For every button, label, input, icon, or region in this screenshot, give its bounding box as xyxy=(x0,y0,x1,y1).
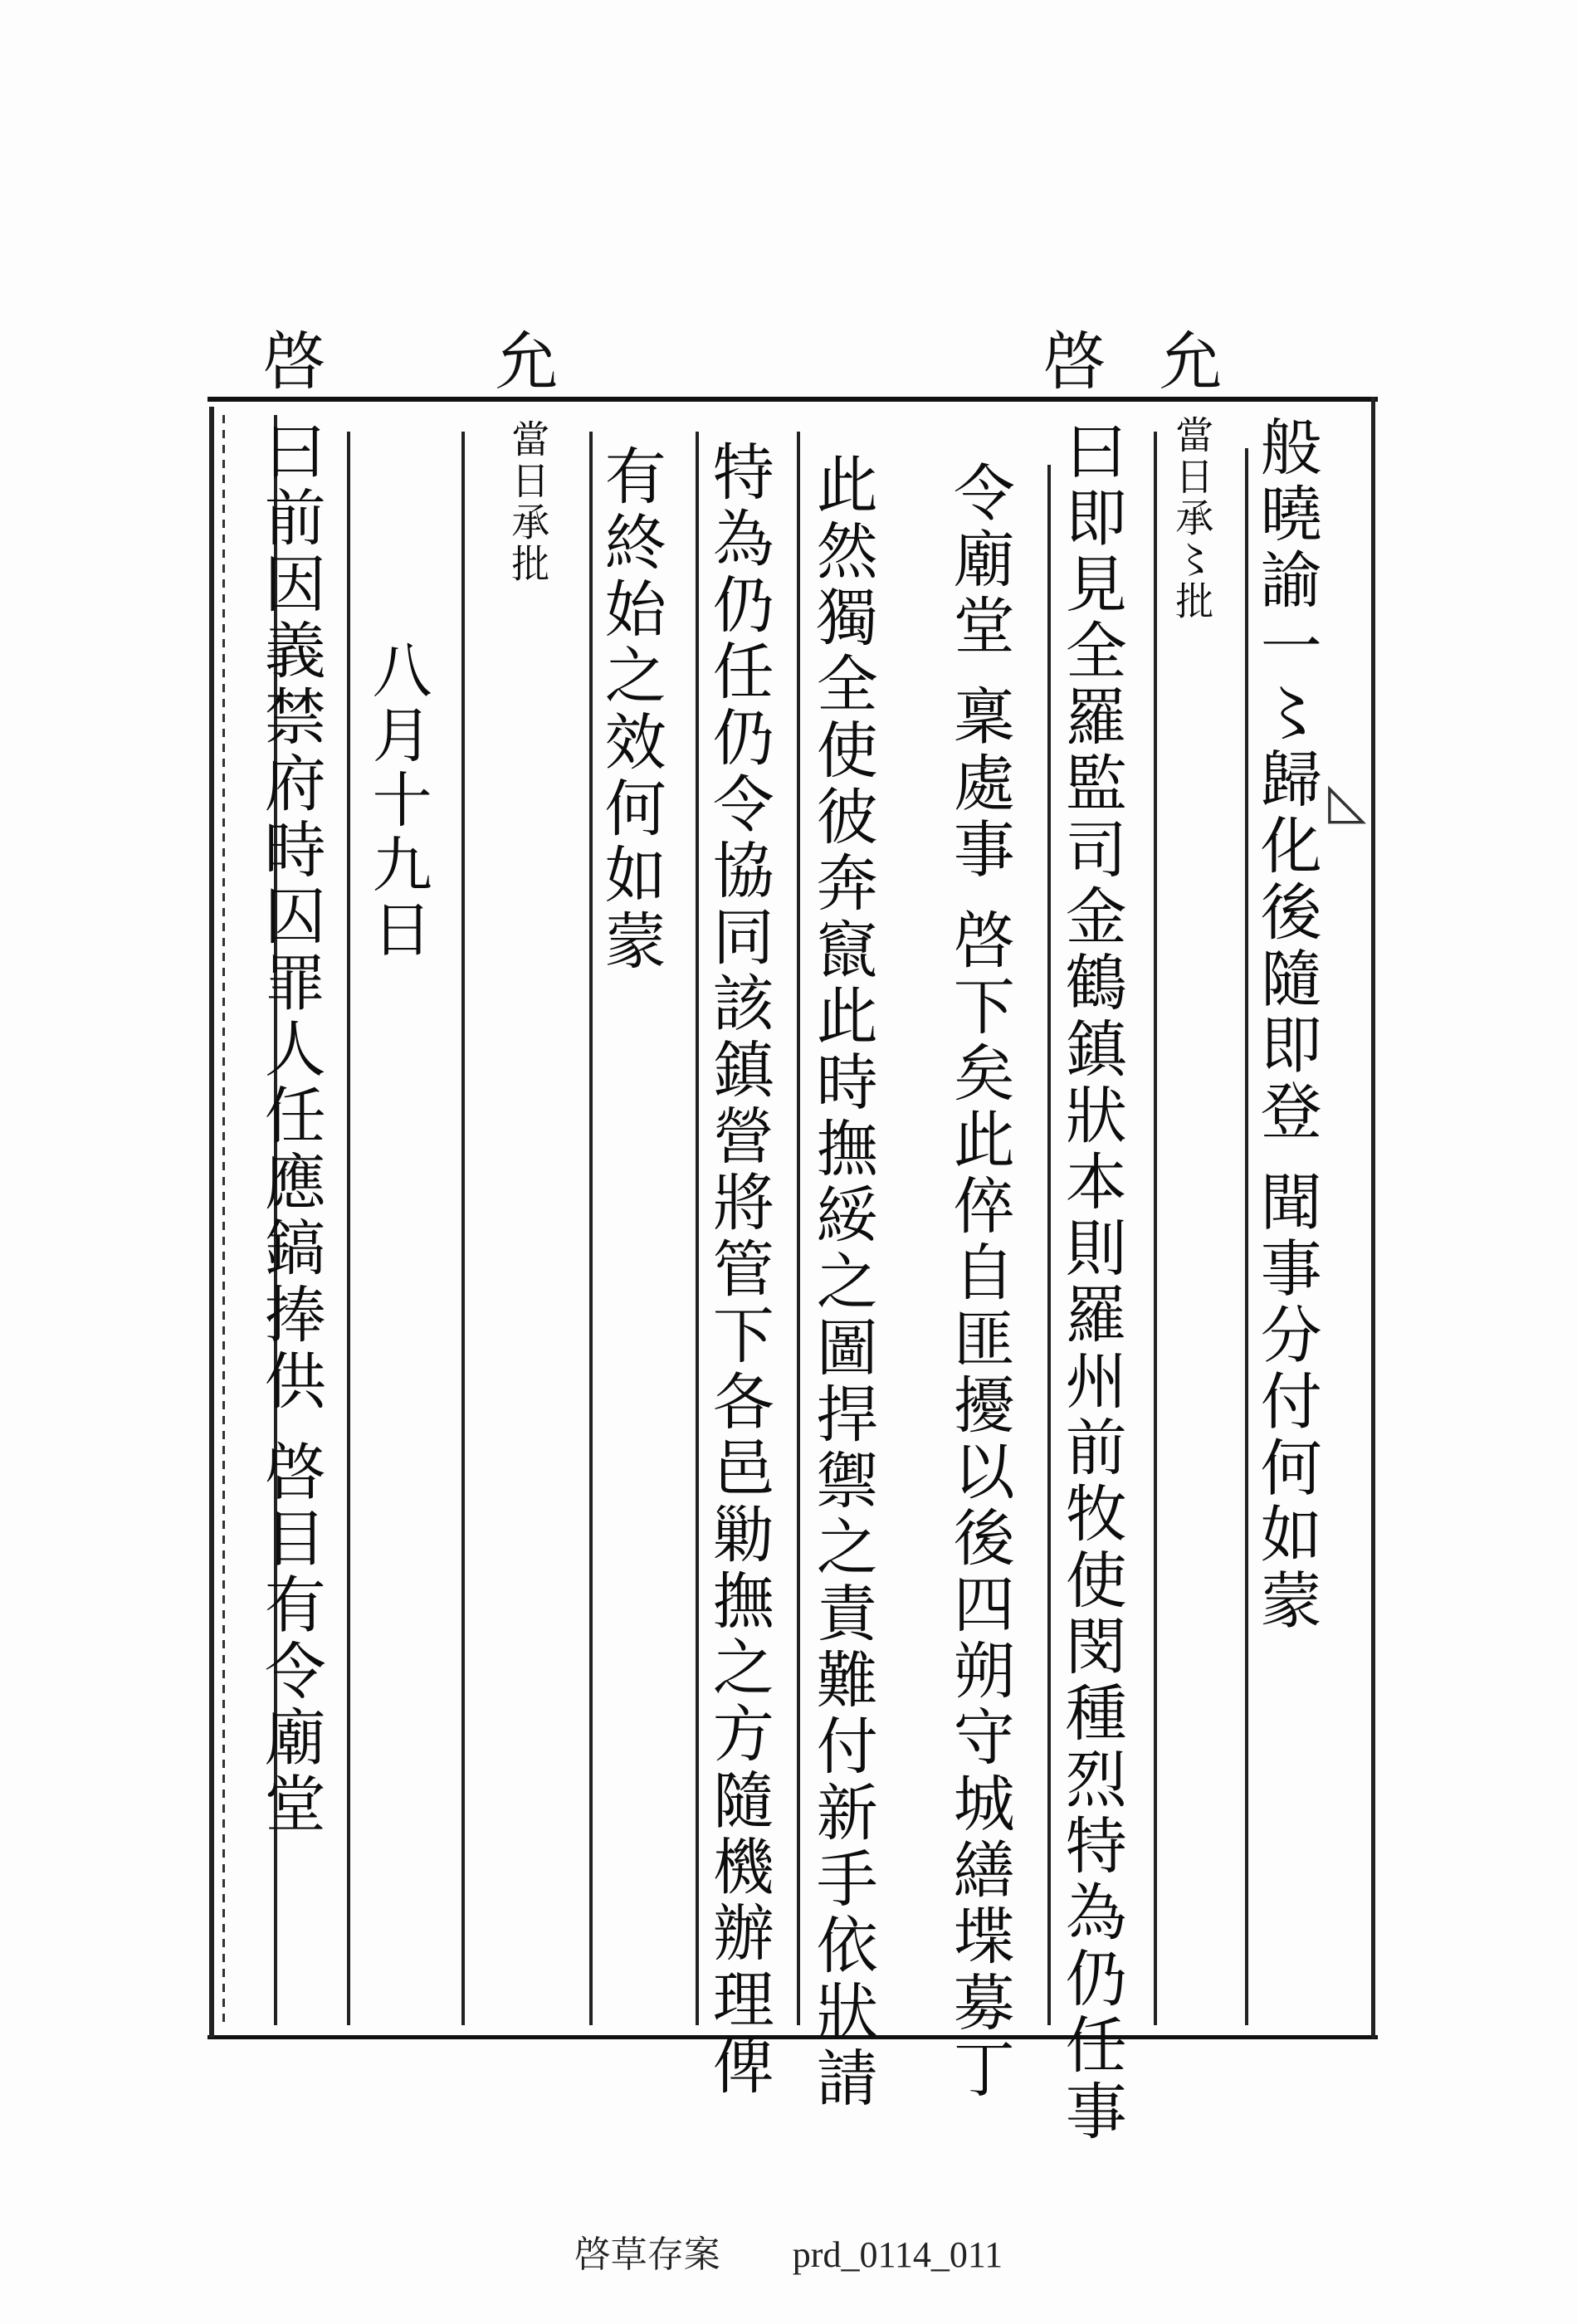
page-footer xyxy=(0,2224,1577,2278)
text-column-3: 曰即見全羅監司金鶴鎮狀本則羅州前牧使閔種烈特為仍任事 xyxy=(1055,419,1127,2146)
column-rule xyxy=(797,432,800,2025)
column-rule xyxy=(589,432,593,2025)
edge-mark-icon: ◺ xyxy=(1328,772,1367,830)
header-char-gye-right: 啓 xyxy=(1033,328,1106,391)
text-column-2-approval: 當日承〻批 xyxy=(1169,415,1215,622)
text-column-5: 此然獨全使彼奔竄此時撫綏之圖捍禦之責難付新手依狀請 xyxy=(806,452,878,2112)
footer-code: prd_0114_011 xyxy=(792,2234,1003,2275)
left-border-line xyxy=(209,407,214,2038)
column-rule xyxy=(1047,465,1051,2025)
header-char-yun-left: 允 xyxy=(485,328,559,391)
left-dotted-rule xyxy=(222,415,225,2025)
header-char-yun-right: 允 xyxy=(1149,328,1223,391)
text-column-6: 特為仍任仍令協同該鎮營將管下各邑勦撫之方隨機辦理俾 xyxy=(702,440,774,2100)
header-char-gye-left: 啓 xyxy=(252,328,326,391)
text-column-4: 令廟堂 稟處事 啓下矣此倅自匪擾以後四朔守城繕堞募丁 xyxy=(943,461,1015,2104)
bottom-border-line xyxy=(208,2035,1378,2039)
text-column-10: 曰前因義禁府時囚罪人任應鎬捧供 啓目有令廟堂 xyxy=(254,419,326,1838)
column-rule xyxy=(1245,448,1248,2025)
column-rule xyxy=(696,432,699,2025)
column-rule xyxy=(347,432,350,2025)
footer-title: 啓草存案 xyxy=(574,2234,720,2275)
top-border-line xyxy=(208,397,1378,402)
column-rule xyxy=(461,432,465,2025)
column-rule xyxy=(1154,432,1157,2025)
date-column: 八月十九日 xyxy=(362,639,432,963)
right-border-line xyxy=(1371,397,1375,2038)
text-column-7: 有終始之效何如蒙 xyxy=(594,444,666,975)
text-column-8-approval: 當日承批 xyxy=(505,419,551,585)
text-column-1: 般曉諭一〻歸化後隨即登 聞事分付何如蒙 xyxy=(1250,415,1322,1635)
